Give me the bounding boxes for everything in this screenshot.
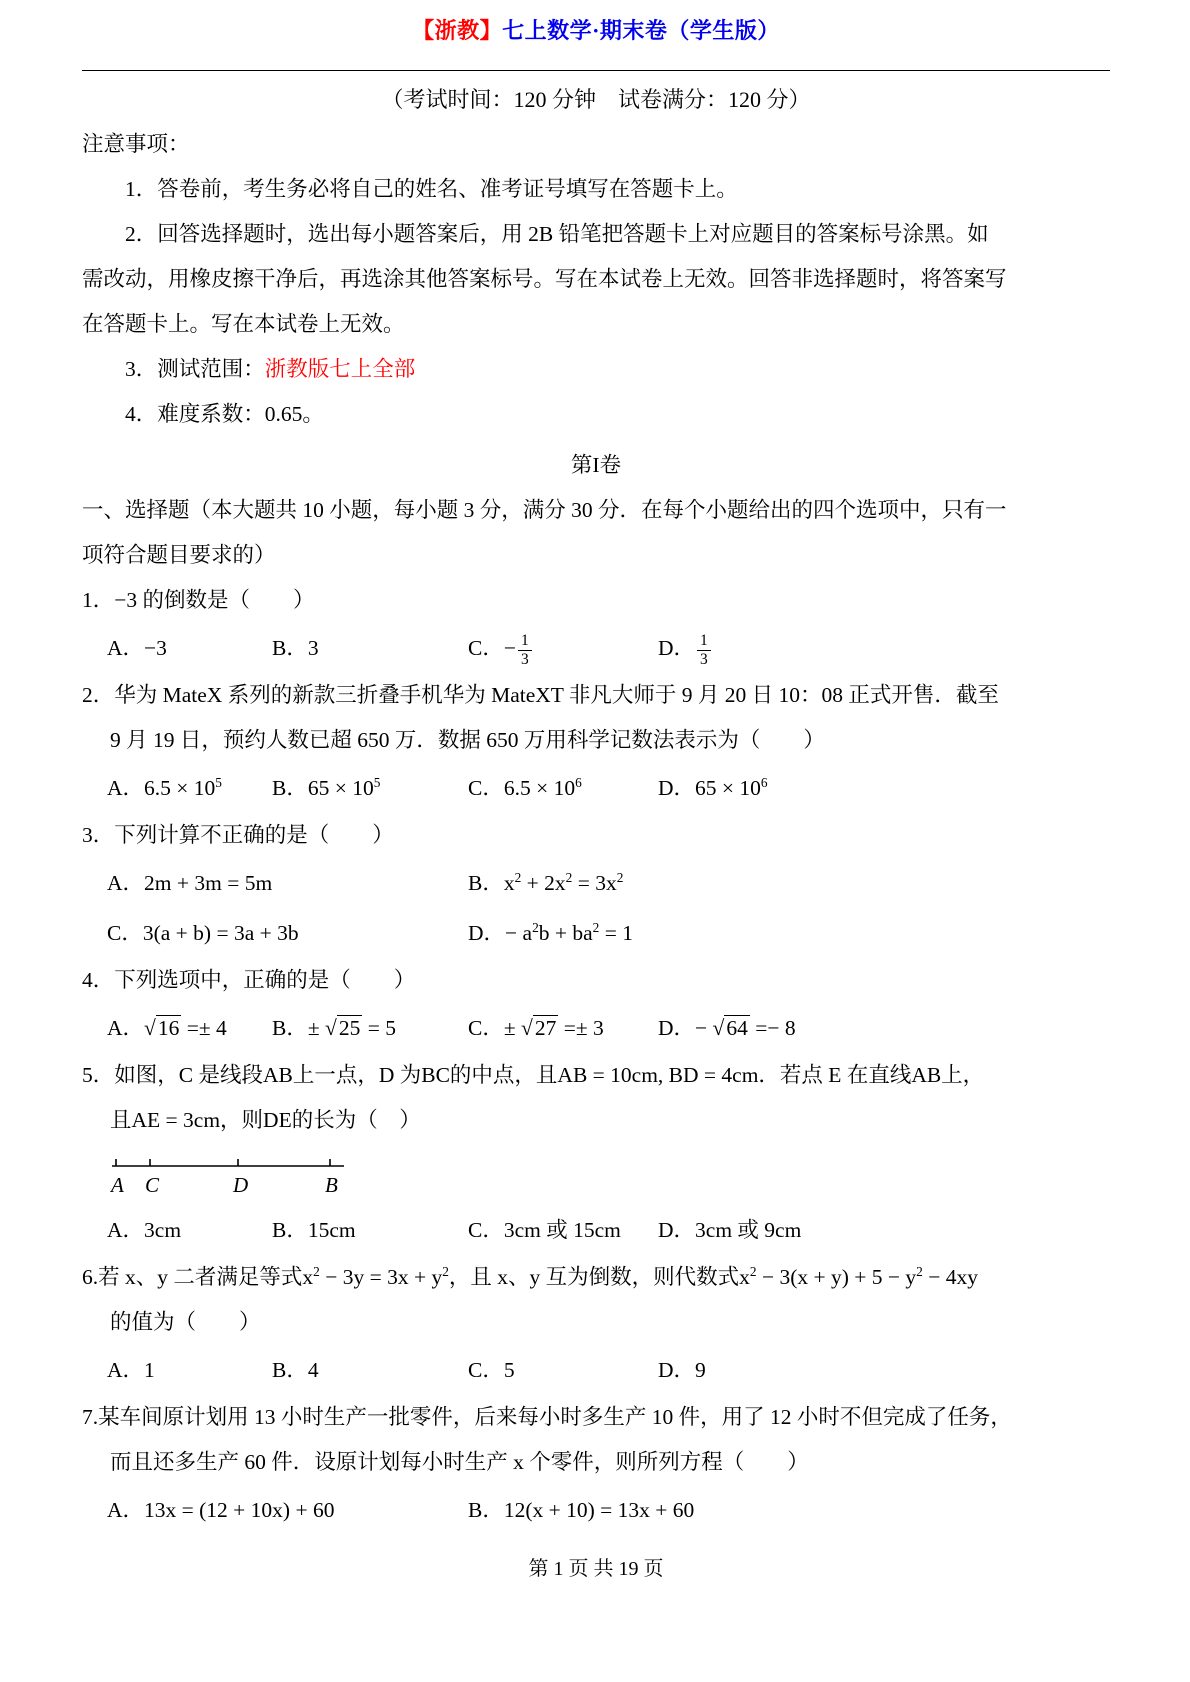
question-1-option: D． $\frac{1}{3}$ (658, 623, 1110, 673)
sqrt-expression: √64 (712, 1016, 748, 1040)
superscript: 2 (313, 1263, 320, 1279)
figure-svg (110, 1151, 360, 1203)
header-divider (82, 70, 1110, 71)
superscript: 6 (575, 774, 582, 790)
question-6-option: C．5 (468, 1358, 515, 1382)
question-2 (82, 673, 1110, 813)
superscript: 2 (532, 919, 539, 935)
superscript: 2 (442, 1263, 449, 1279)
page-number: 第 1 页 共 19 页 (528, 1558, 664, 1580)
fraction: $\frac{1}{3}$ (518, 632, 532, 668)
question-5 (82, 1053, 1110, 1255)
sqrt-expression: √25 (325, 1016, 361, 1040)
question-5-option: B．15cm (272, 1218, 356, 1242)
question-6-option: D．9 (658, 1358, 706, 1382)
question-1-option: A．−3 (107, 636, 167, 660)
notice-text: 4．难度系数：0.65。 (125, 402, 324, 426)
question-2-stem-line: 2．华为 MateX 系列的新款三折叠手机华为 MateXT 非凡大师于 9 月 20 日 10：08 正式开售．截至 (82, 683, 999, 707)
question-7-option: B．12(x + 10) = 13x + 60 (468, 1498, 695, 1522)
notice-text: 需改动，用橡皮擦干净后，再选涂其他答案标号。写在本试卷上无效。回答非选择题时，将答案写 (82, 267, 1007, 291)
sqrt-expression: √16 (144, 1016, 180, 1040)
section-title-line: 项符合题目要求的） (82, 543, 276, 567)
question-2-option: D．$65 \times 10^6$ (658, 774, 768, 800)
question-3-option: B．$x^2 + 2x^2 = 3x^2$ (468, 869, 624, 895)
notice-text: 2．回答选择题时，选出每小题答案后，用 2B 铅笔把答题卡上对应题目的答案标号涂黑。如 (125, 222, 989, 246)
question-3-option-row (82, 858, 1110, 908)
notice-text: 3．测试范围： (125, 357, 265, 381)
question-2-option-row (82, 763, 1110, 813)
section-title-line: 一、选择题（本大题共 10 小题，每小题 3 分，满分 30 分．在每个小题给出的四个选项中，只有一 (82, 498, 1007, 522)
question-4-stem-line: 4．下列选项中，正确的是（ ） (82, 968, 416, 992)
question-7-option-row (82, 1485, 1110, 1535)
superscript: 2 (749, 1263, 757, 1279)
header-tag: 【浙教】 (412, 18, 503, 43)
question-3-option: D．− $a^2b + ba^2 = 1$ (468, 919, 633, 945)
question-6-option: B．4 (272, 1358, 319, 1382)
question-5-option: A．3cm (107, 1218, 182, 1242)
notice-item-1-line (82, 167, 1110, 212)
question-4 (82, 958, 1110, 1053)
question-6-option: A．1 (107, 1358, 155, 1382)
question-3-option-row (82, 908, 1110, 958)
notice-red-text: 浙教版七上全部 (264, 357, 416, 381)
superscript: 5 (373, 774, 381, 790)
page-footer (82, 1547, 1110, 1592)
superscript: 2 (592, 919, 600, 935)
question-3-option: C．3(a + b) = 3a + 3b (107, 921, 299, 945)
question-7-stem-line: 而且还多生产 60 件．设原计划每小时生产 x 个零件，则所列方程（ ） (110, 1450, 809, 1474)
question-6 (82, 1255, 1110, 1395)
question-7 (82, 1395, 1110, 1535)
figure-point-label: D (233, 1173, 249, 1197)
question-6-option-row (82, 1345, 1110, 1395)
header-title: 七上数学·期末卷（学生版） (502, 18, 780, 43)
document-header (82, 16, 1110, 46)
notice-item-4-line (82, 392, 1110, 437)
superscript: 2 (916, 1263, 923, 1279)
notice-item-2-line (82, 302, 1110, 347)
notices (82, 167, 1110, 437)
question-4-option: D．− √64 =− 8 (658, 1016, 796, 1040)
section-title (82, 488, 1110, 578)
line-segment-figure (82, 1143, 1110, 1205)
superscript: 2 (616, 869, 624, 885)
question-6-stem-line: 6.若 x、y 二者满足等式$x^2 - 3y = 3x + y^2$，且 x、y 互为倒数，则代数式$x^2 - 3(x + y) + 5 - y^2 - 4xy$ (82, 1263, 978, 1289)
question-2-option: A．$6.5 \times 10^5$ (107, 774, 222, 800)
question-1-option-row (82, 623, 1110, 673)
superscript: 6 (760, 774, 768, 790)
question-5-option-row (82, 1205, 1110, 1255)
notice-item-3-line (82, 347, 1110, 392)
question-5-option: D．3cm 或 9cm (658, 1218, 802, 1242)
superscript: 2 (514, 869, 522, 885)
question-3-stem-line: 3．下列计算不正确的是（ ） (82, 823, 394, 847)
figure-point-label: B (325, 1173, 338, 1197)
notice-item-2-line (82, 212, 1110, 257)
question-4-option: B．± √25 = 5 (272, 1016, 396, 1040)
figure-point-label: C (145, 1173, 160, 1197)
notice-text: 在答题卡上。写在本试卷上无效。 (82, 312, 405, 336)
fraction: $\frac{1}{3}$ (697, 632, 711, 668)
notice-item-2-line (82, 257, 1110, 302)
question-5-stem-line: 5．如图，C 是线段AB上一点，D 为BC的中点，且AB = 10cm, BD = 4cm．若点 E 在直线AB上， (82, 1063, 985, 1087)
notice-heading: 注意事项： (82, 132, 190, 156)
question-2-stem-line: 9 月 19 日，预约人数已超 650 万．数据 650 万用科学记数法表示为（ ） (110, 728, 825, 752)
question-1-option: B．3 (272, 636, 319, 660)
question-4-option: A．√16 =± 4 (107, 1016, 227, 1040)
volume-label: 第I卷 (570, 453, 622, 477)
question-2-option: C．$6.5 \times 10^6$ (468, 774, 582, 800)
question-5-stem-line: 且AE = 3cm，则DE的长为（ ） (110, 1108, 421, 1132)
superscript: 5 (215, 774, 222, 790)
question-4-option: C．± √27 =± 3 (468, 1016, 604, 1040)
question-3-option: A．2m + 3m = 5m (107, 871, 273, 895)
sqrt-expression: √27 (521, 1016, 557, 1040)
notice-text: 1．答卷前，考生务必将自己的姓名、准考证号填写在答题卡上。 (125, 177, 738, 201)
exam-subtitle: （考试时间：120 分钟 试卷满分：120 分） (381, 87, 811, 112)
question-1 (82, 578, 1110, 673)
question-5-option: C．3cm 或 15cm (468, 1218, 621, 1242)
question-2-option: B．$65 \times 10^5$ (272, 774, 381, 800)
superscript: 2 (565, 869, 573, 885)
question-4-option-row (82, 1003, 1110, 1053)
question-6-stem-line: 的值为（ ） (110, 1310, 261, 1334)
questions (82, 578, 1110, 1535)
question-1-stem-line: 1．−3 的倒数是（ ） (82, 588, 315, 612)
question-7-option: A．13x = (12 + 10x) + 60 (107, 1498, 335, 1522)
question-7-stem-line: 7.某车间原计划用 13 小时生产一批零件，后来每小时多生产 10 件，用了 12 小时不但完成了任务， (82, 1405, 1012, 1429)
question-3 (82, 813, 1110, 958)
question-1-option: C．− $\frac{1}{3}$ (468, 623, 658, 673)
figure-point-label: A (111, 1173, 124, 1197)
